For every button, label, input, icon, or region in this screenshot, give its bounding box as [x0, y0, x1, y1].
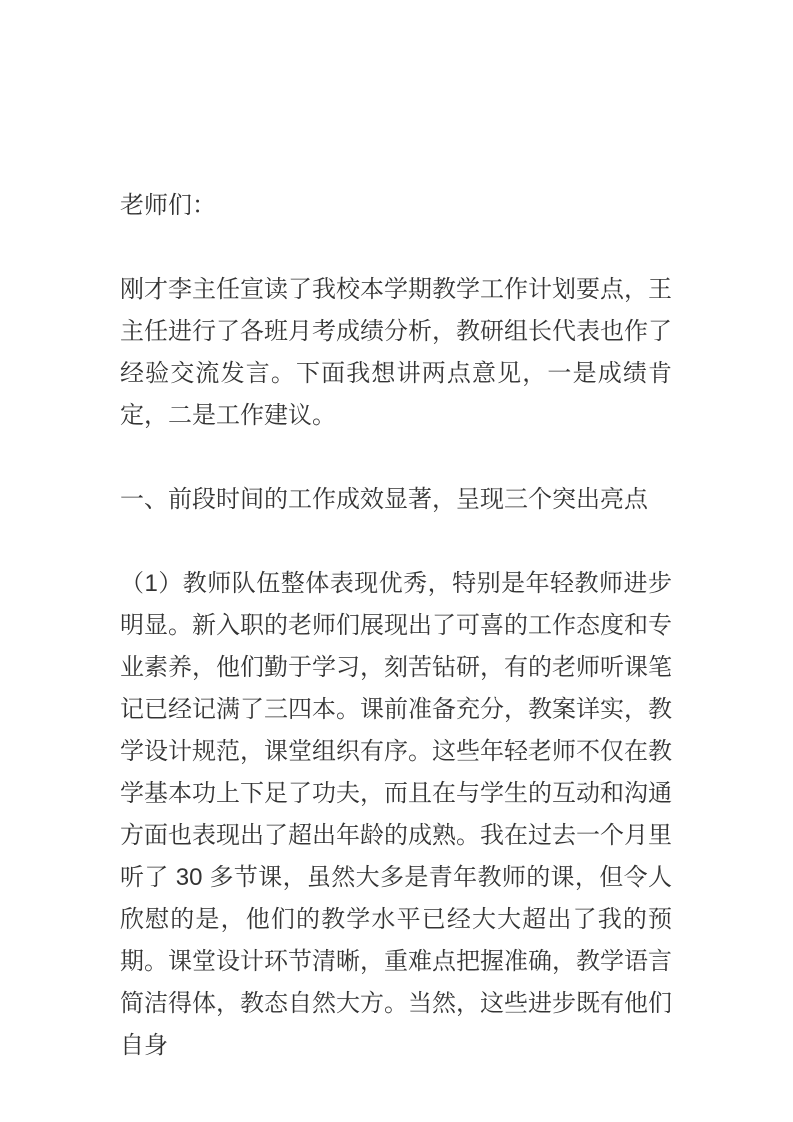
salutation-line: 老师们： [120, 192, 216, 219]
intro-paragraph: 刚才李主任宣读了我校本学期教学工作计划要点，王主任进行了各班月考成绩分析，教研组长代表也作了经验交流发言。下面我想讲两点意见，一是成绩肯定，二是工作建议。 [120, 276, 672, 429]
body-paragraph: （1）教师队伍整体表现优秀，特别是年轻教师进步明显。新入职的老师们展现出了可喜的工作态度和专业素养，他们勤于学习，刻苦钻研，有的老师听课笔记已经记满了三四本。课前准备充分，教案详实，教学设计规范，课堂组织有序。这些年轻老师不仅在教学基本功上下足了功夫，而且在与学生的互动和沟通方面也表现出了超出年龄的成熟。我在过去一个月里听了 30 多节课，虽然大多是青年教师的课，但令人欣慰的是，他们的教学水平已经大大超出了我的预期。课堂设计环节清晰，重难点把握准确，教学语言简洁得体，教态自然大方。当然，这些进步既有他们自身 [120, 570, 672, 1059]
section-heading: 一、前段时间的工作成效显著，呈现三个突出亮点 [120, 486, 648, 513]
